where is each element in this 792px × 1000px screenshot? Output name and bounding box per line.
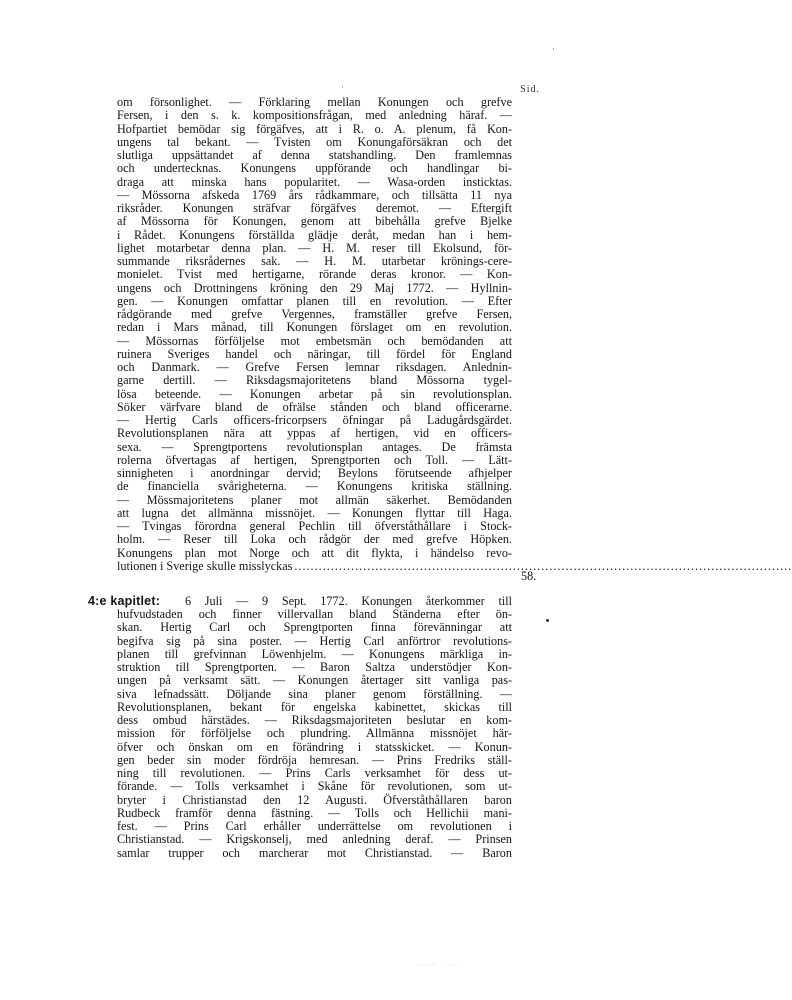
text-line: lösa beteende. — Konungen arbetar på sin revolutionsplan. xyxy=(117,386,512,401)
text-line: siva lefnadssätt. Döljande sina planer genom förställning. — xyxy=(117,686,512,701)
text-line: rådgörande med grefve Vergennes, framställer grefve Fersen, xyxy=(117,307,512,321)
text-line: struktion till Sprengtporten. — Baron Saltza understödjer Kon- xyxy=(117,660,512,674)
text-line: monielet. Tvist med hertigarne, rörande deras kronor. — Kon- xyxy=(117,267,512,282)
text-line: — Mössmajoritetens planer mot allmän säkerhet. Bemödanden xyxy=(117,492,512,507)
text-line: planen till grefvinnan Löwenhjelm. — Konungens märkliga in- xyxy=(117,646,512,661)
text-line: Söker värfvare bland de ofrälse stånden och bland officerarne. xyxy=(117,399,512,414)
text-line: — Mössornas förföljelse mot embetsmän och bemödanden att xyxy=(117,333,512,348)
text-line: sexa. — Sprengtportens revolutionsplan antages. De främsta xyxy=(117,439,512,454)
text-line: och undertecknas. Konungens uppförande och handlingar bi- xyxy=(117,161,512,176)
text-line: sinnigheten i anordningar dervid; Beylons förutseende afhjelper xyxy=(117,466,512,480)
text-line: Revolutionsplanen nära att yppas af hertigen, vid en officers- xyxy=(117,426,512,441)
text-line: hufvudstaden och finner villervallan bland Ständerna efter ön- xyxy=(117,607,512,621)
text-line: samlar trupper och marcherar mot Christianstad. — Baron xyxy=(117,845,512,860)
chapter-summary-block xyxy=(117,95,792,573)
text-line: rolerna öfvertagas af hertigen, Sprengtporten och Toll. — Lätt- xyxy=(117,452,512,467)
text-line: redan i Mars månad, till Konungen förslaget om en revolution. xyxy=(117,320,512,335)
text-line: skan. Hertig Carl och Sprengtporten finna förevänningar att xyxy=(117,620,512,635)
text-line: lutionen i Sverige skulle misslyckas xyxy=(117,558,293,573)
paper-speck: · xyxy=(552,44,555,54)
margin-mark xyxy=(546,619,549,622)
paper-speck: · xyxy=(341,82,344,92)
chapter-label: 4:e kapitlet: xyxy=(88,594,161,608)
text-line: begifva sig på sina poster. — Hertig Carl anförtror revolutions- xyxy=(117,633,512,648)
text-line: ungens tal bekant. — Tvisten om Konungaförsäkran och det xyxy=(117,134,512,149)
text-line: Fersen, i den s. k. kompositionsfrågan, med anledning häraf. — xyxy=(117,108,512,123)
text-line: mission för förföljelse och plundring. Allmänna missnöjet här- xyxy=(117,726,512,741)
toc-leader-line xyxy=(117,558,792,573)
text-line: Rudbeck framför denna fästning. — Tolls och Hellichii mani- xyxy=(117,805,512,820)
text-line: öfver och önskan om en förändring i statsskicket. — Konun- xyxy=(117,739,512,754)
text-line: lighet motarbetar denna plan. — H. M. reser till Ekolsund, för- xyxy=(117,240,512,255)
faint-library-stamp: ~~~ ·:·~ xyxy=(418,960,459,971)
text-line: de financiella svårigheterna. — Konungens kritiska ställning. xyxy=(117,479,512,494)
text-line: bryter i Christianstad den 12 Augusti. Öfverståthållaren baron xyxy=(117,792,512,807)
text-line: gen beder sin moder fördröja hemresan. — Prins Fredriks ställ- xyxy=(117,752,512,767)
text-line: om försonlighet. — Förklaring mellan Konungen och grefve xyxy=(117,95,512,109)
text-line: dess ombud härstädes. — Riksdagsmajoriteten beslutar en kom- xyxy=(117,713,512,727)
leader-dots: ........................................................................................................................... xyxy=(294,558,792,573)
text-line: i Rådet. Konungens förställda glädje deråt, medan han i hem- xyxy=(117,227,512,242)
text-line: — Mössorna afskeda 1769 års rådkammare, och tillsätta 11 nya xyxy=(117,187,512,202)
page-header-label: Sid. xyxy=(520,84,540,95)
text-line: draga att minska hans popularitet. — Wasa-orden insticktas. xyxy=(117,174,512,189)
text-line: ruinera Sveriges handel och näringar, till fördel för England xyxy=(117,346,512,361)
text-line: riksråder. Konungen sträfvar förgäfves deremot. — Eftergift xyxy=(117,201,512,215)
text-line: Hofpartiet bemödar sig förgäfves, att i R. o. A. plenum, få Kon- xyxy=(117,121,512,136)
text-line: summande riksrådernes sak. — H. M. utarbetar krönings-cere- xyxy=(117,254,512,268)
text-line: holm. — Reser till Loka och rådgör der med grefve Höpken. xyxy=(117,532,512,547)
text-line: Christianstad. — Krigskonselj, med anledning deraf. — Prinsen xyxy=(117,832,512,847)
chapter-summary-block xyxy=(117,608,512,860)
text-line: af Mössorna för Konungen, genom att bibehålla grefve Bjelke xyxy=(117,214,512,229)
text-line: att lugna det allmänna missnöjet. — Konungen flyttar till Haga. xyxy=(117,505,512,520)
text-line: ungens och Drottningens kröning den 29 Maj 1772. — Hyllnin- xyxy=(117,280,512,295)
text-line: förande. — Tolls verksamhet i Skåne för revolutionen, som ut- xyxy=(117,779,512,794)
text-line: garne dertill. — Riksdagsmajoritetens bland Mössorna tygel- xyxy=(117,373,512,388)
text-line: — Hertig Carls officers-fricorpsers öfningar på Ladugårdsgärdet. xyxy=(117,413,512,427)
page-number-ref: 58. xyxy=(521,569,537,583)
text-line: fest. — Prins Carl erhåller underrättelse om revolutionen i xyxy=(117,819,512,833)
text-line: ning till revolutionen. — Prins Carls verksamhet för dess ut- xyxy=(117,766,512,780)
text-line: gen. — Konungen omfattar planen till en revolution. — Efter xyxy=(117,293,512,308)
text-line: 6 Juli — 9 Sept. 1772. Konungen återkommer till xyxy=(185,594,512,608)
text-line: ungen på verksamt sätt. — Konungen återtager sitt vanliga pas- xyxy=(117,673,512,688)
text-line: och Danmark. — Grefve Fersen lemnar riksdagen. Anlednin- xyxy=(117,360,512,374)
text-line: Konungens plan mot Norge och att dit flykta, i händelso revo- xyxy=(117,545,512,560)
text-line: — Tvingas förordna general Pechlin till öfverståthållare i Stock- xyxy=(117,519,512,533)
text-line: slutliga uppsättandet af denna statshandling. Den framlemnas xyxy=(117,148,512,162)
text-line: Revolutionsplanen, bekant för engelska kabinettet, skickas till xyxy=(117,699,512,714)
